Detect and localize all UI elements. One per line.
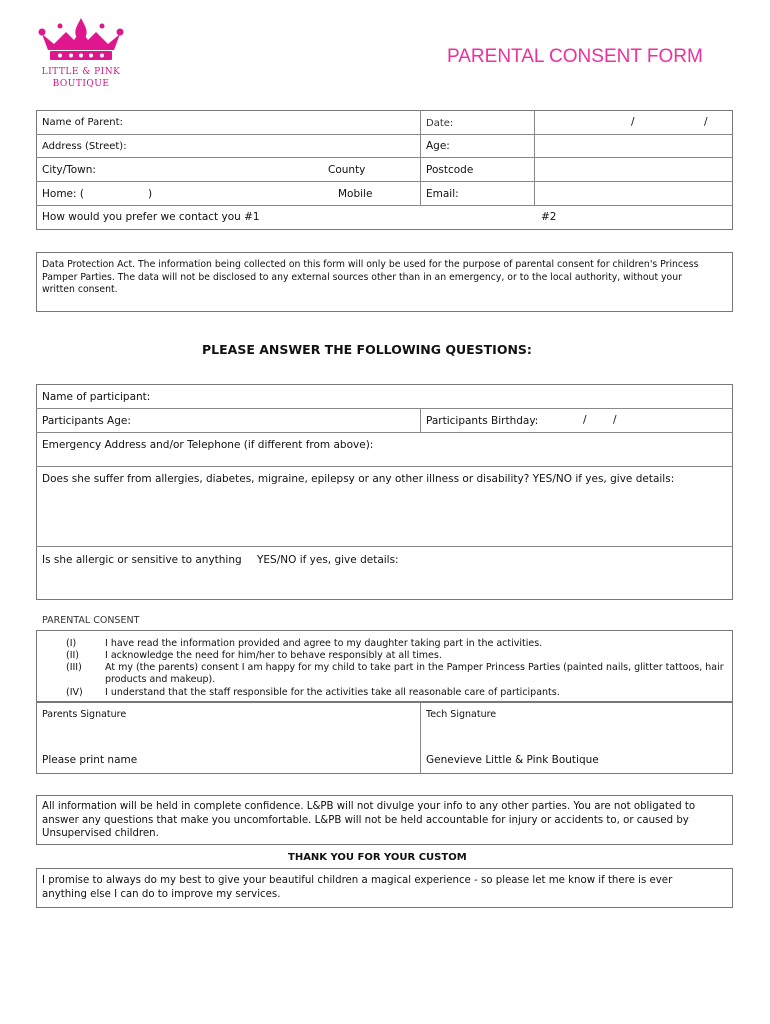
consent-text-2: I acknowledge the need for him/her to behave responsibly at all times. [105, 650, 442, 661]
logo [38, 16, 124, 94]
date-slash-1: / [631, 116, 635, 128]
date-slash-2: / [704, 116, 708, 128]
signature-table [36, 702, 733, 774]
data-protection-line-3: written consent. [42, 284, 118, 295]
sensitivity-question: Is she allergic or sensitive to anything [42, 554, 242, 566]
participant-table [36, 384, 733, 600]
participant-age-label: Participants Age: [42, 415, 131, 427]
sensitivity-yes-no: YES/NO if yes, give details: [257, 554, 399, 566]
allergies-question: Does she suffer from allergies, diabetes, migraine, epilepsy or any other illness or disability? YES/NO if yes, give details: [42, 473, 675, 485]
emergency-contact-label: Emergency Address and/or Telephone (if different from above): [42, 439, 374, 451]
page-title: PARENTAL CONSENT FORM [447, 46, 703, 67]
thank-you-heading: THANK YOU FOR YOUR CUSTOM [288, 852, 467, 863]
mobile-label: Mobile [338, 188, 373, 200]
home-phone-label: Home: ( [42, 188, 84, 200]
logo-line-1: LITTLE & PINK [41, 67, 121, 77]
age-label: Age: [426, 140, 450, 152]
promise-line-2: anything else I can do to improve my services. [42, 889, 281, 900]
address-label: Address (Street): [42, 141, 127, 152]
consent-num-4: (IV) [66, 687, 83, 698]
promise-notice [36, 868, 733, 908]
consent-heading: PARENTAL CONSENT [42, 615, 140, 626]
date-label: Date: [426, 118, 454, 129]
postcode-label: Postcode [426, 164, 474, 176]
confidentiality-line-1: All information will be held in complete confidence. L&PB will not divulge your info to any other parties. You are not obligated to [42, 801, 696, 812]
print-name-label: Please print name [42, 754, 138, 766]
participant-birthday-label: Participants Birthday: [426, 415, 539, 427]
birthday-slash-1: / [583, 414, 587, 426]
consent-num-2: (II) [66, 650, 80, 661]
parents-signature-label: Parents Signature [42, 709, 127, 720]
data-protection-line-2: Pamper Parties. The data will not be disclosed to any external sources other than in an emergency, or to the local authority, without your [42, 272, 682, 283]
participant-name-label: Name of participant: [42, 391, 151, 403]
contact-preference-label: How would you prefer we contact you #1 [42, 211, 260, 223]
crown-icon [38, 16, 124, 66]
questions-heading: PLEASE ANSWER THE FOLLOWING QUESTIONS: [202, 342, 532, 357]
data-protection-line-1: Data Protection Act. The information being collected on this form will only be used for the purpose of parental consent for children's Princess [42, 259, 699, 270]
consent-num-1: (I) [66, 638, 77, 649]
tech-name-value: Genevieve Little & Pink Boutique [426, 754, 599, 766]
promise-line-1: I promise to always do my best to give your beautiful children a magical experience - so please let me know if there is ever [42, 875, 673, 886]
county-label: County [328, 164, 366, 176]
birthday-slash-2: / [613, 414, 617, 426]
consent-text-1: I have read the information provided and agree to my daughter taking part in the activities. [105, 638, 543, 649]
contact-preference-2-label: #2 [541, 211, 557, 223]
tech-signature-label: Tech Signature [426, 709, 497, 720]
email-label: Email: [426, 188, 459, 200]
city-label: City/Town: [42, 164, 96, 176]
consent-text-3-cont: products and makeup). [105, 674, 216, 685]
home-phone-close: ) [148, 188, 153, 200]
logo-line-2: BOUTIQUE [52, 79, 110, 89]
consent-num-3: (III) [66, 662, 82, 673]
consent-text-3: At my (the parents) consent I am happy for my child to take part in the Pamper Princess Parties (painted nails, glitter tattoos, hair [105, 662, 724, 673]
confidentiality-line-2: answer any questions that make you uncomfortable. L&PB will not be held accountable for injury or accidents to, or caused by [42, 815, 689, 826]
confidentiality-line-3: Unsupervised children. [42, 828, 159, 839]
consent-text-4: I understand that the staff responsible for the activities take all reasonable care of participants. [105, 687, 560, 698]
name-of-parent-label: Name of Parent: [42, 117, 123, 128]
